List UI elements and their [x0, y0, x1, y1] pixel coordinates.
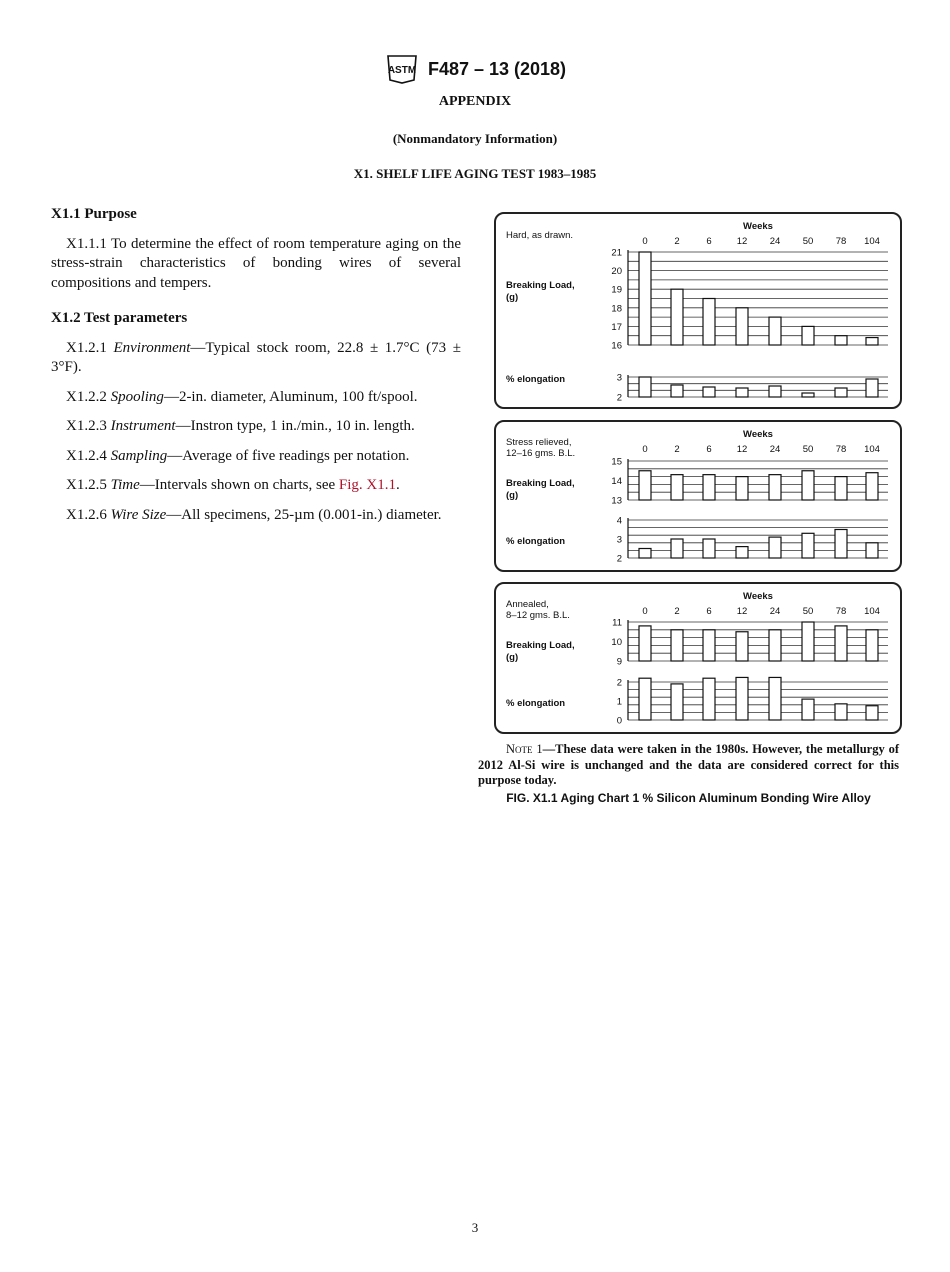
breaking-load-tick-label: 16: [611, 340, 622, 352]
nonmandatory-label: (Nonmandatory Information): [392, 131, 558, 146]
params-heading: X1.2 Test parameters: [51, 310, 188, 326]
elongation-bar: [835, 388, 847, 397]
breaking-load-bar: [802, 326, 814, 345]
breaking-load-tick-label: 15: [611, 456, 622, 468]
breaking-load-tick-label: 20: [611, 266, 622, 278]
breaking-load-label: Breaking Load,: [506, 478, 575, 489]
elongation-bar: [769, 386, 781, 397]
week-tick-label: 6: [706, 444, 712, 455]
breaking-load-bar: [703, 299, 715, 346]
week-tick-label: 104: [864, 444, 880, 455]
param-item: X1.2.1 Environment—Typical stock room, 22.8 ± 1.7°C (73 ± 3°F).: [51, 339, 462, 375]
chart-svg: [496, 584, 900, 732]
appendix-title: APPENDIX: [438, 94, 512, 109]
weeks-label: Weeks: [743, 591, 773, 602]
week-tick-label: 2: [674, 444, 680, 455]
chart-annealed: [494, 582, 902, 734]
breaking-load-tick-label: 14: [611, 476, 622, 487]
breaking-load-tick-label: 10: [611, 637, 622, 648]
param-item: X1.2.6 Wire Size—All specimens, 25-µm (0.001-in.) diameter.: [66, 506, 442, 523]
purpose-heading: X1.1 Purpose: [51, 206, 137, 222]
figure-note: Note 1—These data were taken in the 1980s. However, the metallurgy of 2012 Al-Si wire is unchanged and the data are considered correct for this purpose today.: [478, 742, 899, 787]
breaking-load-bar: [835, 336, 847, 345]
elongation-bar: [866, 379, 878, 397]
elongation-bar: [802, 393, 814, 397]
purpose-paragraph: X1.1.1 To determine the effect of room temperature aging on the stress-strain characteristics of bonding wires of several compositions and tempers.: [51, 235, 461, 291]
breaking-load-bar: [835, 477, 847, 500]
breaking-load-bar: [769, 475, 781, 500]
elongation-bar: [703, 678, 715, 720]
elongation-bar: [769, 677, 781, 720]
breaking-load-bar: [639, 471, 651, 500]
elongation-bar: [671, 684, 683, 720]
elongation-label: % elongation: [506, 698, 566, 709]
elongation-label: % elongation: [506, 374, 566, 385]
breaking-load-bar: [769, 317, 781, 345]
breaking-load-bar: [736, 632, 748, 661]
page-number: 3: [471, 1220, 479, 1235]
figure-caption: FIG. X1.1 Aging Chart 1 % Silicon Aluminum Bonding Wire Alloy: [506, 791, 871, 805]
breaking-load-bar: [736, 308, 748, 345]
elongation-tick-label: 1: [616, 696, 622, 708]
week-tick-label: 6: [706, 606, 712, 617]
breaking-load-bar: [802, 622, 814, 661]
week-tick-label: 12: [736, 236, 748, 247]
weeks-label: Weeks: [743, 221, 773, 232]
breaking-load-bar: [769, 630, 781, 661]
week-tick-label: 2: [674, 606, 680, 617]
breaking-load-label: (g): [506, 292, 519, 303]
figure-link[interactable]: Fig. X1.1: [338, 477, 396, 493]
elongation-tick-label: 0: [616, 715, 622, 727]
breaking-load-tick-label: 21: [611, 247, 622, 259]
chart-condition-label: Stress relieved,: [506, 437, 572, 448]
svg-text:ASTM: ASTM: [387, 65, 417, 76]
breaking-load-tick-label: 17: [611, 321, 622, 333]
breaking-load-tick-label: 11: [612, 617, 622, 629]
left-column: [51, 205, 461, 535]
breaking-load-bar: [639, 626, 651, 661]
breaking-load-bar: [671, 289, 683, 345]
elongation-bar: [736, 547, 748, 558]
elongation-bar: [639, 678, 651, 720]
breaking-load-label: (g): [506, 652, 519, 663]
chart-svg: [496, 214, 900, 407]
elongation-bar: [736, 677, 748, 720]
breaking-load-bar: [736, 477, 748, 500]
chart-condition-label: Hard, as drawn.: [506, 230, 574, 241]
breaking-load-bar: [703, 475, 715, 500]
breaking-load-bar: [671, 630, 683, 661]
elongation-bar: [835, 530, 847, 559]
week-tick-label: 24: [769, 444, 781, 455]
week-tick-label: 78: [835, 236, 847, 247]
week-tick-label: 0: [642, 236, 648, 247]
breaking-load-label: Breaking Load,: [506, 640, 575, 651]
breaking-load-label: (g): [506, 490, 519, 501]
breaking-load-bar: [866, 473, 878, 500]
elongation-tick-label: 2: [616, 677, 622, 689]
breaking-load-bar: [671, 475, 683, 500]
breaking-load-bar: [866, 630, 878, 661]
elongation-tick-label: 3: [616, 372, 622, 384]
week-tick-label: 50: [802, 606, 814, 617]
week-tick-label: 0: [642, 606, 648, 617]
elongation-bar: [671, 539, 683, 558]
breaking-load-tick-label: 19: [611, 284, 622, 296]
week-tick-label: 2: [674, 236, 680, 247]
page-header: [0, 54, 950, 89]
param-item: X1.2.5 Time—Intervals shown on charts, see Fig. X1.1.: [66, 477, 400, 493]
breaking-load-bar: [866, 338, 878, 345]
week-tick-label: 104: [864, 236, 880, 247]
elongation-bar: [802, 699, 814, 720]
elongation-tick-label: 2: [616, 553, 622, 565]
breaking-load-tick-label: 9: [616, 656, 622, 668]
breaking-load-label: Breaking Load,: [506, 280, 575, 291]
elongation-bar: [703, 539, 715, 558]
week-tick-label: 12: [736, 606, 748, 617]
elongation-bar: [639, 549, 651, 559]
param-item: X1.2.3 Instrument—Instron type, 1 in./min., 10 in. length.: [66, 418, 415, 434]
elongation-bar: [703, 387, 715, 397]
elongation-bar: [736, 388, 748, 397]
chart-hard-as-drawn: [494, 212, 902, 409]
week-tick-label: 24: [769, 236, 781, 247]
astm-logo-icon: [384, 54, 420, 84]
chart-condition-label: 12–16 gms. B.L.: [506, 448, 576, 459]
breaking-load-bar: [802, 471, 814, 500]
breaking-load-tick-label: 18: [611, 303, 622, 315]
param-item: X1.2.2 Spooling—2-in. diameter, Aluminum, 100 ft/spool.: [66, 388, 418, 405]
elongation-tick-label: 3: [616, 534, 622, 546]
week-tick-label: 78: [835, 444, 847, 455]
elongation-bar: [866, 543, 878, 558]
week-tick-label: 104: [864, 606, 880, 617]
param-item: X1.2.4 Sampling—Average of five readings per notation.: [66, 447, 410, 464]
elongation-bar: [671, 385, 683, 397]
breaking-load-bar: [639, 252, 651, 345]
breaking-load-bar: [703, 630, 715, 661]
standard-designation: F487 – 13 (2018): [427, 58, 567, 79]
elongation-bar: [866, 706, 878, 720]
elongation-tick-label: 4: [616, 515, 622, 527]
week-tick-label: 0: [642, 444, 648, 455]
weeks-label: Weeks: [743, 429, 773, 440]
week-tick-label: 6: [706, 236, 712, 247]
elongation-label: % elongation: [506, 536, 566, 547]
chart-svg: [496, 422, 900, 570]
week-tick-label: 50: [802, 444, 814, 455]
breaking-load-tick-label: 13: [611, 495, 622, 507]
breaking-load-bar: [835, 626, 847, 661]
elongation-bar: [835, 704, 847, 720]
section-title: X1. SHELF LIFE AGING TEST 1983–1985: [353, 166, 597, 181]
chart-condition-label: 8–12 gms. B.L.: [506, 610, 570, 621]
week-tick-label: 12: [736, 444, 748, 455]
chart-condition-label: Annealed,: [506, 599, 549, 610]
elongation-bar: [802, 533, 814, 558]
week-tick-label: 78: [835, 606, 847, 617]
elongation-tick-label: 2: [616, 392, 622, 404]
elongation-bar: [769, 537, 781, 558]
week-tick-label: 50: [802, 236, 814, 247]
elongation-bar: [639, 377, 651, 397]
chart-stress-relieved: [494, 420, 902, 572]
week-tick-label: 24: [769, 606, 781, 617]
